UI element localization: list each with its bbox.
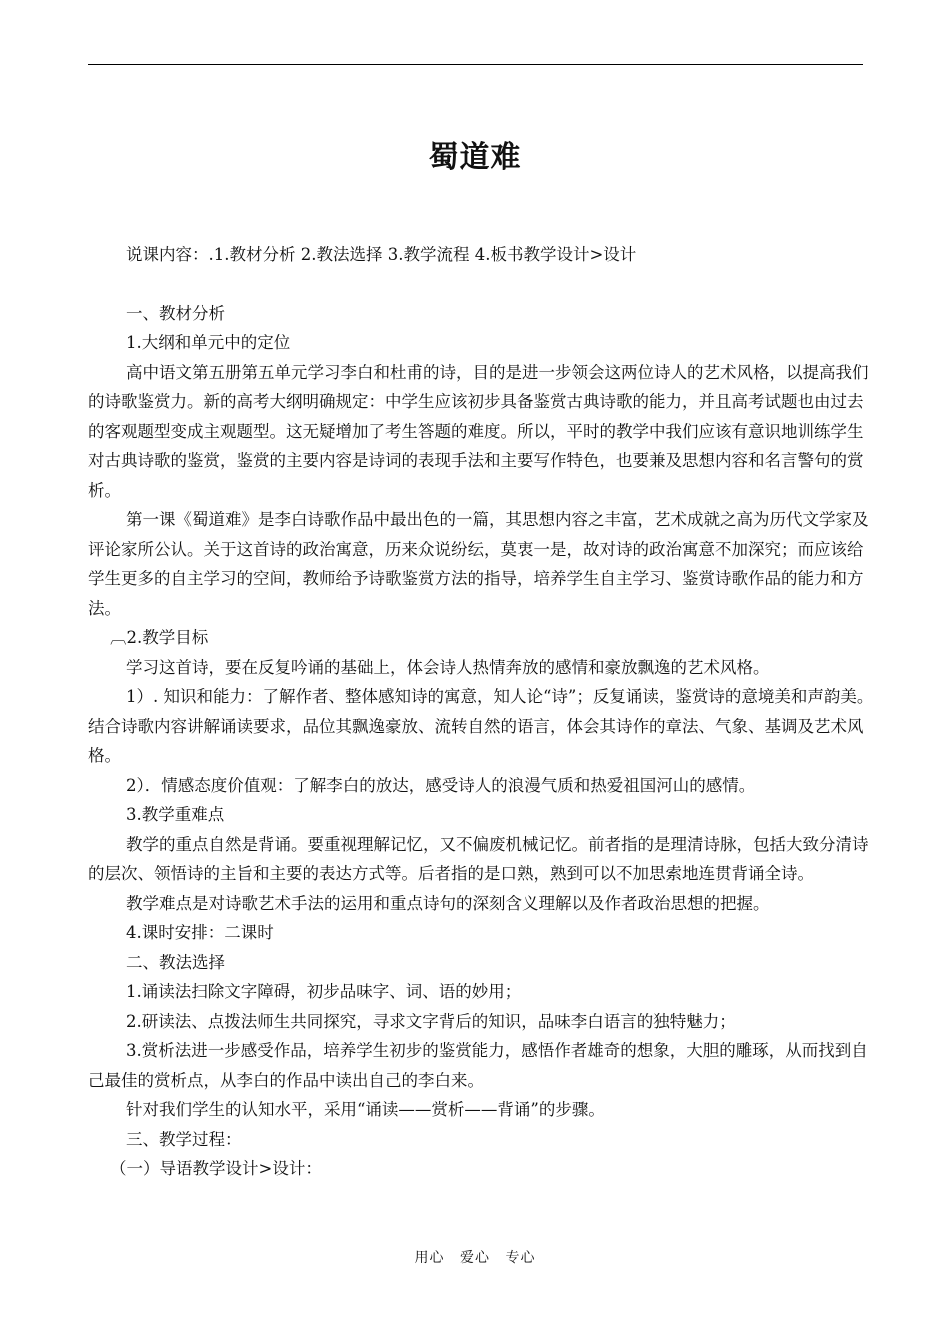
subsection-heading: 3.教学重难点: [126, 805, 225, 824]
page-footer: 用心 爱心 专心: [414, 1250, 536, 1266]
document-title: 蜀道难: [428, 140, 522, 175]
body-paragraph: 针对我们学生的认知水平，采用“诵读——赏析——背诵”的步骤。: [126, 1100, 605, 1119]
body-paragraph: 2）．情感态度价值观：了解李白的放达，感受诗人的浪漫气质和热爱祖国河山的感情。: [126, 775, 756, 795]
body-paragraph: 第一课《蜀道难》是李白诗歌作品中最出色的一篇，其思想内容之丰富，艺术成就之高为历代文学家及评论家所公认。关于这首诗的政治寓意，历来众说纷纭，莫衷一是，故对诗的政治寓意不加深究；而应该给学生更多的自主学习的空间，教师给予诗歌鉴赏方法的指导，培养学生自主学习、鉴赏诗歌作品的能力和方法。: [88, 510, 869, 618]
document-body: [88, 240, 878, 1184]
section-heading: 一、教材分析: [126, 303, 225, 323]
intro-paragraph: 说课内容：.1.教材分析 2.教法选择 3.教学流程 4.板书教学设计>设计: [126, 245, 637, 264]
body-paragraph: 教学的重点自然是背诵。要重视理解记忆，又不偏废机械记忆。前者指的是理清诗脉，包括大致分清诗的层次、领悟诗的主旨和主要的表达方式等。后者指的是口熟，熟到可以不加思索地连贯背诵全诗。: [88, 834, 869, 883]
list-item: 1.诵读法扫除文字障碍，初步品味字、词、语的妙用；: [126, 982, 522, 1001]
list-item: 2.研读法、点拨法师生共同探究，寻求文字背后的知识，品味李白语言的独特魅力；: [126, 1011, 736, 1031]
header-rule: [88, 64, 863, 65]
body-paragraph: 1）. 知识和能力：了解作者、整体感知诗的寓意，知人论“诗”；反复诵读，鉴赏诗的意境美和声韵美。结合诗歌内容讲解诵读要求，品位其飘逸豪放、流转自然的语言，体会其诗作的章法、气象、基调及艺术风格。: [88, 687, 874, 765]
body-paragraph: 高中语文第五册第五单元学习李白和杜甫的诗，目的是进一步领会这两位诗人的艺术风格，以提高我们的诗歌鉴赏力。新的高考大纲明确规定：中学生应该初步具备鉴赏古典诗歌的能力，并且高考试题也由过去的客观题型变成主观题型。这无疑增加了考生答题的难度。所以，平时的教学中我们应该有意识地训练学生对古典诗歌的鉴赏，鉴赏的主要内容是诗词的表现手法和主要写作特色，也要兼及思想内容和名言警句的赏析。: [88, 362, 869, 500]
subsection-heading: 4.课时安排：二课时: [126, 923, 274, 942]
subsection-heading: （一）导语教学设计>设计：: [110, 1159, 322, 1178]
subsection-heading: ︹2.教学目标: [110, 628, 209, 647]
body-paragraph: 教学难点是对诗歌艺术手法的运用和重点诗句的深刻含义理解以及作者政治思想的把握。: [126, 893, 770, 913]
section-heading: 三、教学过程：: [126, 1129, 242, 1149]
body-paragraph: 学习这首诗，要在反复吟诵的基础上，体会诗人热情奔放的感情和豪放飘逸的艺术风格。: [126, 657, 770, 677]
subsection-heading: 1.大纲和单元中的定位: [126, 333, 291, 352]
section-heading: 二、教法选择: [126, 952, 225, 972]
list-item: 3.赏析法进一步感受作品，培养学生初步的鉴赏能力，感悟作者雄奇的想象，大胆的雕琢，从而找到自己最佳的赏析点，从李白的作品中读出自己的李白来。: [88, 1041, 868, 1090]
